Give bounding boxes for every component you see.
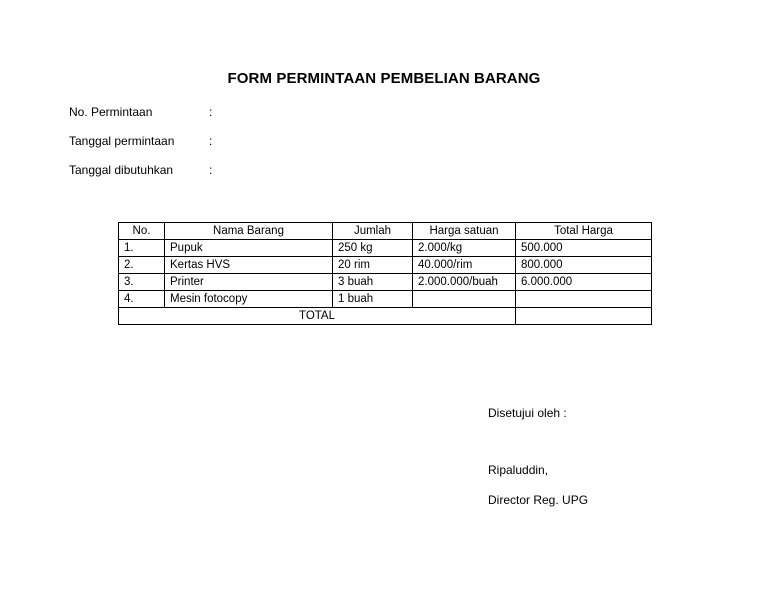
cell-total-harga: 6.000.000 — [516, 274, 652, 291]
cell-jumlah: 1 buah — [333, 291, 413, 308]
cell-no: 2. — [119, 257, 165, 274]
approved-by-label: Disetujui oleh : — [488, 406, 567, 420]
header-nama-barang: Nama Barang — [165, 223, 333, 240]
cell-nama-barang: Pupuk — [165, 240, 333, 257]
cell-total-harga: 500.000 — [516, 240, 652, 257]
cell-total-harga: 800.000 — [516, 257, 652, 274]
cell-jumlah: 250 kg — [333, 240, 413, 257]
cell-nama-barang: Mesin fotocopy — [165, 291, 333, 308]
cell-nama-barang: Printer — [165, 274, 333, 291]
field-label: No. Permintaan — [69, 105, 153, 119]
cell-total-harga — [516, 291, 652, 308]
document-title: FORM PERMINTAAN PEMBELIAN BARANG — [227, 70, 541, 87]
cell-no: 1. — [119, 240, 165, 257]
approver-position: Director Reg. UPG — [488, 493, 589, 507]
header-total-harga: Total Harga — [516, 223, 652, 240]
items-table — [118, 222, 652, 325]
field-label: Tanggal permintaan — [69, 134, 175, 148]
cell-nama-barang: Kertas HVS — [165, 257, 333, 274]
cell-harga-satuan: 2.000.000/buah — [413, 274, 516, 291]
header-harga-satuan: Harga satuan — [413, 223, 516, 240]
field-label: Tanggal dibutuhkan — [69, 163, 174, 177]
field-colon: : — [209, 163, 213, 177]
table-row — [119, 257, 652, 274]
header-jumlah: Jumlah — [333, 223, 413, 240]
table-row — [119, 240, 652, 257]
cell-jumlah: 3 buah — [333, 274, 413, 291]
field-colon: : — [209, 134, 213, 148]
field-colon: : — [209, 105, 213, 119]
cell-harga-satuan — [413, 291, 516, 308]
cell-no: 3. — [119, 274, 165, 291]
total-label: TOTAL — [119, 308, 516, 325]
total-value — [516, 308, 652, 325]
table-header-row — [119, 223, 652, 240]
cell-harga-satuan: 2.000/kg — [413, 240, 516, 257]
cell-harga-satuan: 40.000/rim — [413, 257, 516, 274]
table-total-row — [119, 308, 652, 325]
header-no: No. — [119, 223, 165, 240]
table-row — [119, 291, 652, 308]
table-row — [119, 274, 652, 291]
cell-jumlah: 20 rim — [333, 257, 413, 274]
cell-no: 4. — [119, 291, 165, 308]
approver-name: Ripaluddin, — [488, 463, 549, 477]
